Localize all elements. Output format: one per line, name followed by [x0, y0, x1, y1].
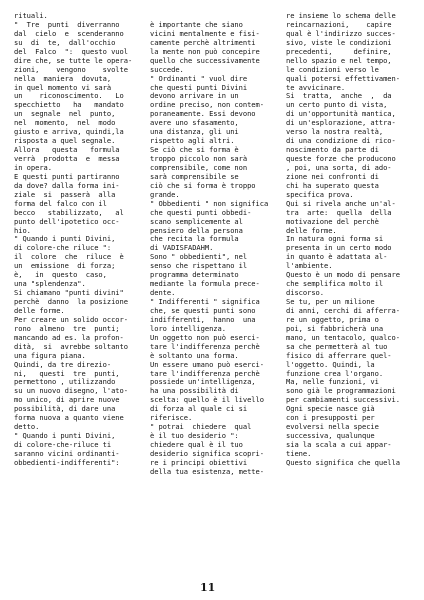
text-line: un certo punto di vista, [286, 101, 388, 110]
text-line: succede. [150, 65, 184, 74]
text-line: indifferenti, hanno una [150, 315, 256, 324]
text-line: che recita la formula [150, 235, 239, 244]
text-line: quali potersi effettivamen- [286, 74, 400, 83]
text-line: su di te, dall'occhio [14, 38, 116, 47]
text-line: Qui si rivela anche un'al- [286, 199, 396, 208]
text-line: di forza al quale ci si [150, 405, 248, 414]
text-line: , poi, una sorta, di ado- [286, 163, 392, 172]
text-line: " Quando i punti Divini, [14, 235, 116, 244]
text-line: evolversi nella specie [286, 423, 379, 432]
text-line: punto dell'ipotetico occ- [14, 217, 120, 226]
text-line: te avvicinare. [286, 83, 346, 92]
text-line: ni, questi tre punti, [14, 369, 120, 378]
text-line: è importante che siano [150, 20, 243, 29]
text-line: sivo, viste le condizioni [286, 38, 392, 47]
text-line: saranno vicini ordinanti- [14, 449, 120, 458]
text-line: poi, si fabbricherà una [286, 324, 384, 333]
text-line: desiderio significa scopri- [150, 449, 264, 458]
text-line: una figura piana. [14, 351, 86, 360]
text-line: di un'esplorazione, attra- [286, 119, 396, 128]
text-line: è, in questo caso, [14, 271, 107, 280]
text-line: le condizioni verso le [286, 65, 379, 74]
text-line: un riconoscimento. Lo [14, 92, 124, 101]
text-line: loro intelligenza. [150, 324, 226, 333]
text-line: dità, si avrebbe soltanto [14, 342, 128, 351]
text-line: successiva, qualunque [286, 432, 375, 441]
text-line: tra arte: quella della [286, 208, 392, 217]
text-line: queste forze che producono [286, 155, 396, 163]
text-line: la mente non può concepire [150, 47, 260, 56]
text-line: mano, un tentacolo, qualco- [286, 333, 400, 342]
text-line: da dove? dalla forma ini- [14, 181, 120, 190]
text-line: grande. [150, 190, 180, 199]
text-line: specchietto ha mandato [14, 101, 124, 110]
text-line: " Quando i punti Divini, [14, 432, 116, 441]
text-line: senso che rispettano il [150, 262, 248, 271]
text-line: è soltanto una forma. [150, 351, 239, 360]
text-line: zione nei confronti di [286, 172, 379, 181]
text-line: ziale si passerà alla [14, 190, 116, 199]
text-line: Sono " obbedienti", nel [150, 253, 248, 262]
text-line: reincarnazioni, capire [286, 20, 392, 29]
text-line: tare l'indifferenza perchè [150, 369, 260, 378]
text-line: Se tu, per un milione [286, 298, 375, 306]
text-line: di colore-che-riluce ti [14, 441, 112, 449]
text-line: ha una possibilità di [150, 387, 239, 396]
text-line: di un'opportunità mantica, [286, 110, 396, 119]
text-line: rispetto agli altri. [150, 137, 235, 146]
text-line: risposta a quel segnale. [14, 137, 116, 146]
text-line: noscimento da parte di [286, 146, 379, 155]
text-column-left [14, 12, 142, 468]
text-line: qual è l'indirizzo succes- [286, 29, 396, 38]
text-line: l'ambiente. [286, 262, 333, 271]
text-line: verso la nostra realtà, [286, 128, 384, 137]
text-line: Se ciò che si forma è [150, 146, 239, 155]
text-line: tare l'indifferenza perchè [150, 342, 260, 351]
text-line: su un nuovo disegno, l'ato- [14, 387, 128, 396]
page-number: 11 [200, 581, 216, 594]
text-line: discorso. [286, 289, 324, 298]
text-line: poraneamente. Essi devono [150, 110, 256, 119]
text-line: che, se questi punti sono [150, 306, 256, 315]
text-line: della tua esistenza, mette- [150, 467, 264, 476]
text-line: Quindi, da tre direzio- [14, 360, 112, 369]
text-line: verrà prodotta e messa [14, 155, 120, 163]
text-line: " potrai chiedere qual [150, 423, 252, 432]
text-line: ordine preciso, non contem- [150, 101, 264, 110]
text-line: funzione crea l'organo. [286, 369, 384, 378]
text-line: del Falco ": questo vuol [14, 47, 128, 56]
text-line: motivazione del perchè [286, 217, 379, 226]
text-line: chi ha superato questa [286, 181, 379, 190]
text-line: nella maniera dovuta, [14, 74, 112, 83]
text-line: obbedienti-indifferenti": [14, 458, 120, 467]
text-line: re i principi obiettivi [150, 458, 248, 467]
text-line: Ogni specie nasce già [286, 405, 375, 414]
text-line: camente perchè altrimenti [150, 38, 256, 47]
text-line: comprensibile, come non [150, 163, 248, 172]
text-line: nel momento, nel modo [14, 119, 116, 128]
text-line: " Tre punti diverranno [14, 20, 120, 29]
text-line: chiedere qual è il tuo [150, 441, 243, 449]
text-line: delle forme. [14, 306, 65, 315]
text-column-right [286, 12, 414, 468]
text-line: dire che, se tutte le opera- [14, 56, 133, 65]
text-line: mancando ad es. la profon- [14, 333, 124, 342]
text-line: re un oggetto, prima o [286, 315, 379, 324]
text-line: detto. [14, 423, 40, 432]
text-line: mediante la formula prece- [150, 280, 260, 289]
text-line: con i presupposti per [286, 414, 375, 423]
text-line: In natura ogni forma si [286, 235, 384, 244]
text-line: " Obbedienti " non significa [150, 199, 269, 208]
text-line: Un oggetto non può eserci- [150, 333, 260, 342]
text-line: scelta: quello è il livello [150, 396, 264, 405]
text-line: forma nuova a quanto viene [14, 414, 124, 423]
text-line: rituali. [14, 12, 48, 20]
text-line: sia la scala a cui appar- [286, 441, 392, 449]
text-line: di VADISFADAHM. [150, 244, 214, 253]
text-line: Questo significa che quella [286, 458, 400, 467]
text-line: che questi punti obbedi- [150, 208, 252, 217]
text-line: in opera. [14, 163, 52, 172]
text-line: possibilità, di dare una [14, 405, 116, 414]
text-line: forma del falco con il [14, 199, 107, 208]
text-line: perchè danno la posizione [14, 298, 128, 306]
text-line: una "splendenza". [14, 280, 86, 289]
text-line [150, 12, 278, 21]
text-line: re insieme lo schema delle [286, 12, 396, 20]
text-line: troppo piccolo non sarà [150, 155, 248, 163]
text-line: " Ordinanti " vuol dire [150, 74, 248, 83]
text-line: Allora questa formula [14, 146, 120, 155]
text-line: programma determinato [150, 271, 239, 280]
text-line: permettono , utilizzando [14, 378, 116, 387]
text-line: scano semplicemente al [150, 217, 243, 226]
text-line: sa che permetterà al tuo [286, 342, 388, 351]
text-line: Per creare un solido occor- [14, 315, 128, 324]
text-line: " Indifferenti " significa [150, 298, 260, 306]
text-line: Questo è un modo di pensare [286, 271, 400, 280]
text-line: Si tratta, anche , da [286, 92, 392, 101]
text-line: avere uno sfasamento, [150, 119, 239, 128]
text-line: un segnale nel punto, [14, 110, 116, 119]
text-column-middle [150, 12, 278, 477]
text-line: Un essere umano può eserci- [150, 360, 264, 369]
text-line: precedenti, definire, [286, 47, 392, 56]
text-line: tiene. [286, 449, 312, 458]
text-line: pensiero della persona [150, 226, 243, 235]
text-line: riferisce. [150, 414, 193, 423]
text-line: quello che successivamente [150, 56, 260, 65]
text-line: è il tuo desiderio ": [150, 432, 239, 441]
text-line: una distanza, gli uni [150, 128, 239, 137]
text-line: Ma, nelle funzioni, vi [286, 378, 379, 387]
text-line: dal cielo e scenderanno [14, 29, 124, 38]
text-line: rono almeno tre punti; [14, 324, 120, 333]
text-line: per cambiamenti successivi. [286, 396, 400, 405]
text-line: di una condizione di rico- [286, 137, 396, 146]
text-line: che questi punti Divini [150, 83, 248, 92]
text-line: possiede un'intelligenza, [150, 378, 256, 387]
text-line: sarà comprensibile se [150, 172, 239, 181]
text-line: dente. [150, 289, 176, 298]
text-line: in quel momento vi sarà [14, 83, 112, 92]
text-line: zioni, vengono svolte [14, 65, 128, 74]
text-line: presenta in un certo modo [286, 244, 392, 253]
text-line: giusto e arriva, quindi,la [14, 128, 124, 137]
text-line: becco stabilizzato, al [14, 208, 124, 217]
text-line: vicini mentalmente e fisi- [150, 29, 260, 38]
text-line: hio. [14, 226, 31, 235]
text-line: che semplifica molto il [286, 280, 384, 289]
text-line: E questi punti partiranno [14, 172, 120, 181]
text-line: sono già le programmazioni [286, 387, 396, 396]
text-line: l'oggetto. Quindi, la [286, 360, 375, 369]
text-line: delle forme. [286, 226, 337, 235]
text-line: Si chiamano "punti divini" [14, 289, 124, 298]
text-line: di colore-che riluce ": [14, 244, 112, 253]
text-line: fisico di afferrare quel- [286, 351, 392, 360]
text-line: un emissione di forza; [14, 262, 116, 271]
text-line: nello spazio e nel tempo, [286, 56, 392, 65]
text-line: mo unico, di aprire nuove [14, 396, 120, 405]
text-line: specifica prova. [286, 190, 354, 199]
text-line: devono arrivare in un [150, 92, 239, 101]
text-line: ciò che si forma è troppo [150, 181, 256, 190]
text-line: di anni, cerchi di afferra- [286, 306, 400, 315]
text-line: in quanto è adattata al- [286, 253, 388, 262]
text-line: il colore che riluce è [14, 253, 124, 262]
